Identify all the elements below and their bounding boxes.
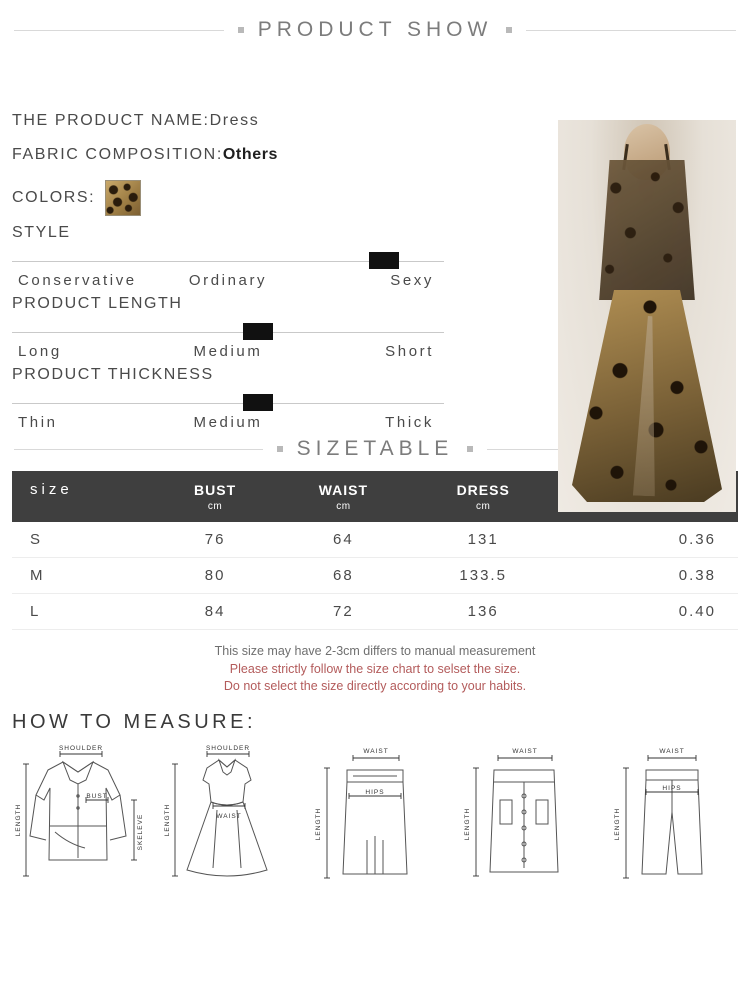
heading-rule-left	[14, 30, 224, 31]
color-swatch-leopard[interactable]	[105, 180, 141, 216]
product-photo	[558, 120, 736, 512]
dress-bodice	[595, 160, 699, 300]
attribute-style-option-0[interactable]: Conservative	[18, 272, 137, 289]
measure-figure-pants	[602, 740, 742, 905]
skirt-short-diagram-icon	[454, 740, 594, 905]
header-size: size	[30, 481, 73, 498]
product-show-title: PRODUCT SHOW	[257, 18, 493, 41]
attribute-length	[12, 295, 444, 360]
fabric-composition-line	[12, 146, 452, 164]
cell-size-m: M	[12, 558, 155, 594]
colors-row	[12, 180, 452, 216]
attribute-length-marker	[243, 323, 273, 340]
cell-waist-s: 64	[275, 522, 411, 558]
cell-dress-l: 136	[411, 594, 555, 630]
unit-dress: cm	[411, 500, 555, 522]
heading-square-right	[506, 27, 512, 33]
attribute-thickness-title: PRODUCT THICKNESS	[12, 366, 214, 383]
product-name-value: Dress	[209, 112, 260, 129]
measure-figure-shirt	[8, 740, 148, 905]
cell-bust-s: 76	[155, 522, 276, 558]
product-show-heading	[0, 0, 750, 42]
heading-rule-right	[526, 30, 736, 31]
unit-size	[12, 500, 155, 522]
size-table-body	[12, 522, 738, 630]
attribute-length-option-0[interactable]: Long	[18, 343, 62, 360]
svg-text:LENGTH: LENGTH	[614, 807, 621, 840]
cell-dress-m: 133.5	[411, 558, 555, 594]
cell-size-s: S	[12, 522, 155, 558]
header-waist: WAIST	[318, 481, 369, 498]
svg-text:HIPS: HIPS	[662, 784, 682, 792]
product-name-line	[12, 112, 452, 130]
attribute-length-bar[interactable]	[12, 319, 444, 341]
measure-figure-skirt-short	[454, 740, 594, 905]
attribute-length-labels	[12, 343, 444, 360]
svg-text:SHOULDER: SHOULDER	[205, 744, 250, 752]
attribute-style-title: STYLE	[12, 224, 71, 241]
size-note-measurement: This size may have 2-3cm differs to manual measurement	[214, 644, 536, 658]
table-row	[12, 558, 738, 594]
attribute-style-option-2[interactable]: Sexy	[390, 272, 434, 289]
svg-text:WAIST: WAIST	[659, 747, 685, 755]
svg-text:WAIST: WAIST	[511, 747, 538, 755]
cell-bust-l: 84	[155, 594, 276, 630]
pants-diagram-icon	[602, 740, 742, 905]
svg-text:LENGTH: LENGTH	[463, 807, 471, 840]
attribute-style-option-1[interactable]: Ordinary	[188, 272, 268, 289]
attribute-style-marker	[369, 252, 399, 269]
sizetable-square-right	[467, 446, 473, 452]
svg-text:WAIST: WAIST	[215, 812, 242, 820]
attribute-length-option-1[interactable]: Medium	[193, 343, 263, 360]
table-row	[12, 522, 738, 558]
svg-text:HIPS: HIPS	[365, 788, 385, 796]
svg-text:BUST: BUST	[86, 792, 108, 800]
cell-dress-s: 131	[411, 522, 555, 558]
cell-waist-l: 72	[275, 594, 411, 630]
attribute-thickness	[12, 366, 444, 431]
cell-weight-m: 0.38	[555, 558, 738, 594]
size-note-warning-line2: Do not select the size directly according to your habits.	[223, 678, 527, 693]
cell-weight-s: 0.36	[555, 522, 738, 558]
skirt-long-diagram-icon	[305, 740, 445, 905]
measure-figure-dress	[157, 740, 297, 905]
colors-label: COLORS:	[12, 189, 96, 206]
svg-text:SHOULDER: SHOULDER	[58, 744, 104, 752]
product-info-section	[0, 42, 750, 437]
svg-text:SKELEVE: SKELEVE	[137, 813, 144, 851]
sizetable-title: SIZETABLE	[296, 437, 454, 460]
fabric-label: FABRIC COMPOSITION:	[12, 146, 223, 163]
fabric-value: Others	[222, 146, 279, 163]
shirt-diagram-icon	[8, 740, 148, 905]
measure-figure-skirt-long	[305, 740, 445, 905]
size-note-warning-line1: Please strictly follow the size chart to selset the size.	[229, 662, 521, 676]
product-name-label: THE PRODUCT NAME:	[12, 112, 210, 129]
attribute-thickness-option-2[interactable]: Thick	[385, 414, 434, 431]
attribute-thickness-labels	[12, 414, 444, 431]
attribute-length-title: PRODUCT LENGTH	[12, 295, 183, 312]
how-to-measure-title: HOW TO MEASURE:	[12, 710, 257, 733]
svg-text:LENGTH: LENGTH	[163, 803, 171, 836]
attribute-style-labels	[12, 272, 444, 289]
cell-waist-m: 68	[275, 558, 411, 594]
attribute-thickness-marker	[243, 394, 273, 411]
header-dress: DRESS	[456, 481, 510, 498]
measure-figures	[0, 740, 750, 905]
attribute-thickness-bar[interactable]	[12, 390, 444, 412]
heading-square-left	[238, 27, 244, 33]
dress-diagram-icon	[157, 740, 297, 905]
unit-waist: cm	[275, 500, 411, 522]
cell-weight-l: 0.40	[555, 594, 738, 630]
cell-size-l: L	[12, 594, 155, 630]
attribute-length-line	[12, 332, 444, 333]
sizetable-rule-left	[14, 449, 263, 450]
svg-text:LENGTH: LENGTH	[315, 807, 322, 840]
svg-text:WAIST: WAIST	[363, 747, 389, 755]
svg-text:LENGTH: LENGTH	[15, 803, 22, 836]
attribute-thickness-option-1[interactable]: Medium	[193, 414, 263, 431]
table-row	[12, 594, 738, 630]
header-bust: BUST	[194, 481, 237, 498]
unit-bust: cm	[155, 500, 276, 522]
attribute-length-option-2[interactable]: Short	[385, 343, 434, 360]
sizetable-square-left	[277, 446, 283, 452]
attribute-thickness-option-0[interactable]: Thin	[18, 414, 58, 431]
attribute-style	[12, 224, 444, 289]
product-attributes	[12, 112, 452, 431]
attribute-style-bar[interactable]	[12, 248, 444, 270]
size-notes	[12, 644, 738, 695]
attribute-thickness-line	[12, 403, 444, 404]
cell-bust-m: 80	[155, 558, 276, 594]
